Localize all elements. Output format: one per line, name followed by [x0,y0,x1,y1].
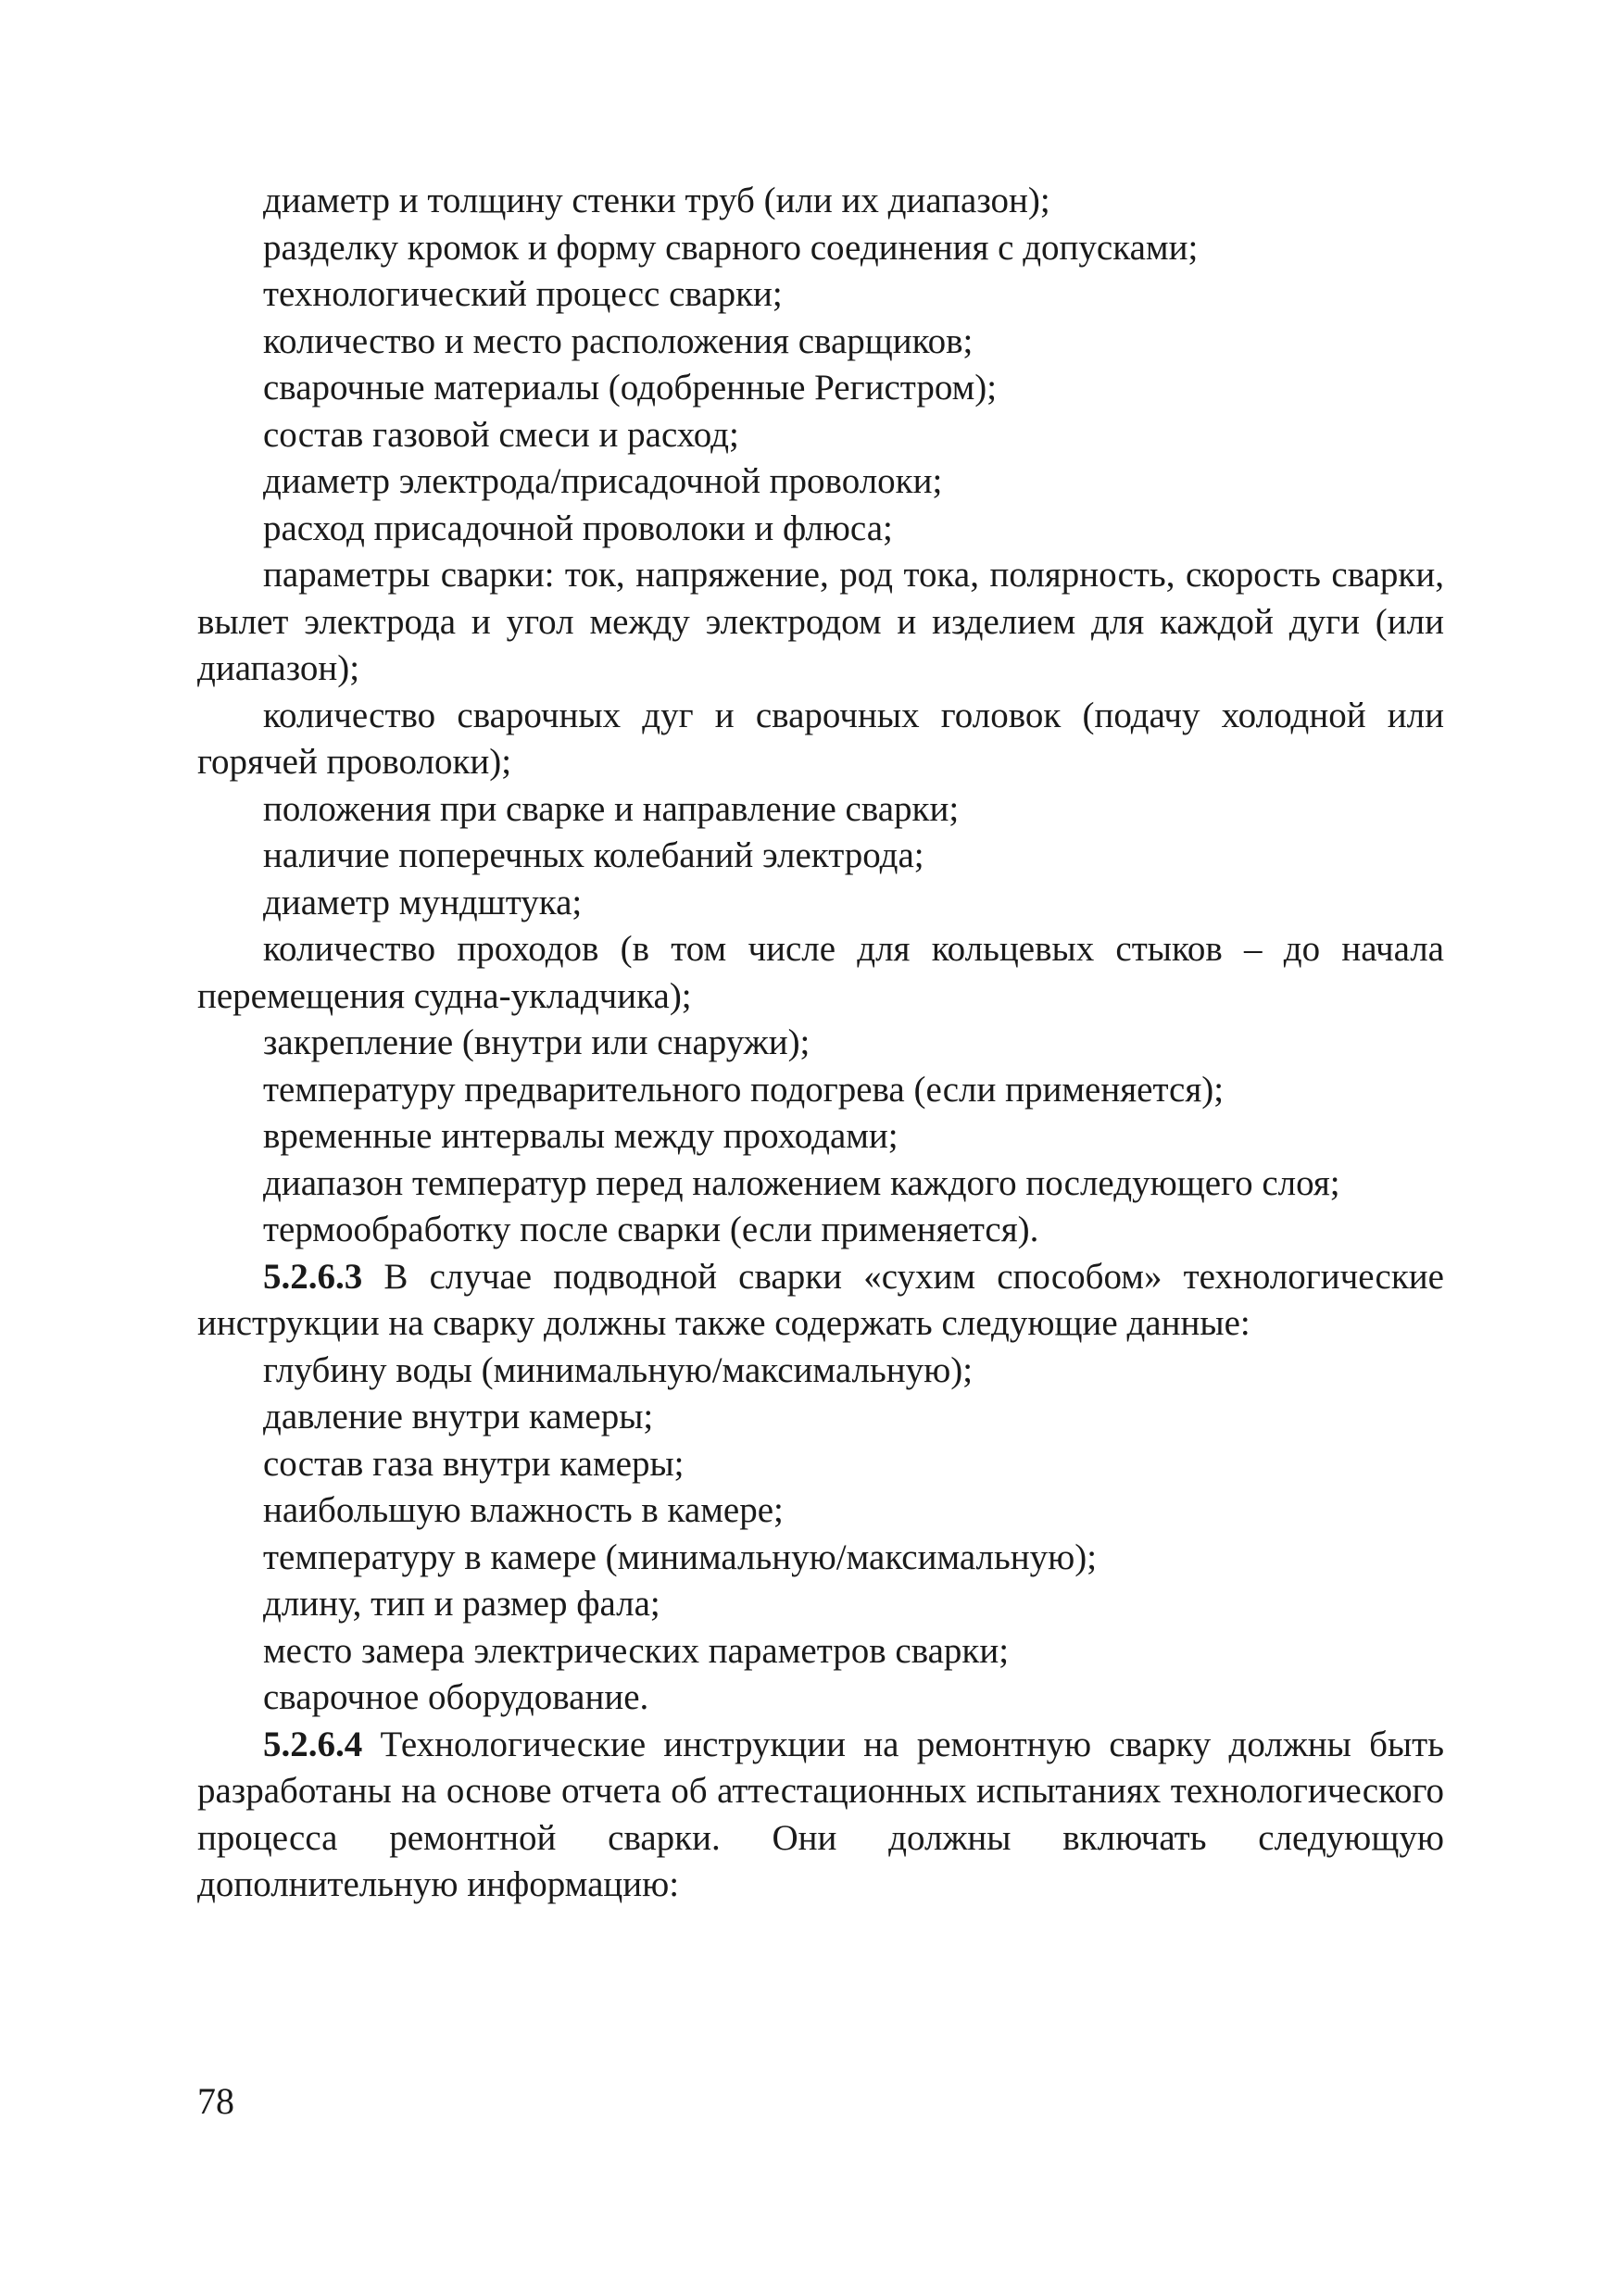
list-item-passes: количество проходов (в том числе для кольцевых стыков – до начала перемещения судна-укладчика); [197,929,1444,1016]
list-item: температуру в камере (минимальную/максимальную); [263,1537,1098,1577]
list-item: сварочные материалы (одобренные Регистром); [263,368,998,408]
list-item: температуру предварительного подогрева (если применяется); [263,1069,1225,1110]
section-number: 5.2.6.3 [263,1256,363,1297]
list-item: диаметр и толщину стенки труб (или их диапазон); [263,181,1050,220]
body-text [197,178,1444,1909]
paragraph-text: Технологические инструкции на ремонтную сварку должны быть разработаны на основе отчета об аттестационных испытаниях технологического процесса ремонтной сварки. Они должны включать следующую дополнительную информацию: [197,1724,1444,1904]
section-number: 5.2.6.4 [263,1724,363,1764]
paragraph-5-2-6-4 [197,1722,1444,1909]
list-item-welding-parameters: параметры сварки: ток, напряжение, род тока, полярность, скорость сварки, вылет электрода и угол между электродом и изделием для каждой дуги (или диапазон); [197,555,1444,688]
list-item: технологический процесс сварки; [263,274,783,314]
list-item: место замера электрических параметров сварки; [263,1630,1010,1671]
list-item-arcs: количество сварочных дуг и сварочных головок (подачу холодной или горячей проволоки); [197,695,1444,782]
list-item: количество и место расположения сварщиков; [263,320,974,361]
list-item: диаметр мундштука; [263,882,583,922]
list-item: положения при сварке и направление сварки; [263,788,960,829]
list-item: глубину воды (минимальную/максимальную); [263,1349,974,1390]
page-number: 78 [197,2080,234,2122]
list-item: временные интервалы между проходами; [263,1116,898,1156]
list-item: состав газовой смеси и расход; [263,414,739,455]
list-item: наличие поперечных колебаний электрода; [263,835,924,875]
list-item: закрепление (внутри или снаружи); [263,1023,810,1062]
list-item: разделку кромок и форму сварного соединения с допусками; [263,227,1199,268]
list-item: состав газа внутри камеры; [263,1443,685,1484]
list-item: диаметр электрода/присадочной проволоки; [263,461,943,501]
list-item: наибольшую влажность в камере; [263,1490,784,1530]
list-item: давление внутри камеры; [263,1397,654,1437]
list-item-heat-treatment: термообработку после сварки (если применяется). [263,1210,1039,1249]
paragraph-5-2-6-3 [197,1254,1444,1348]
list-item-temperature-range: диапазон температур перед наложением каждого последующего слоя; [263,1162,1340,1203]
paragraph-text: В случае подводной сварки «сухим способом» технологические инструкции на сварку должны также содержать следующие данные: [197,1256,1444,1343]
list-item: длину, тип и размер фала; [263,1584,660,1624]
list-item: сварочное оборудование. [263,1677,649,1717]
list-item: расход присадочной проволоки и флюса; [263,508,893,548]
